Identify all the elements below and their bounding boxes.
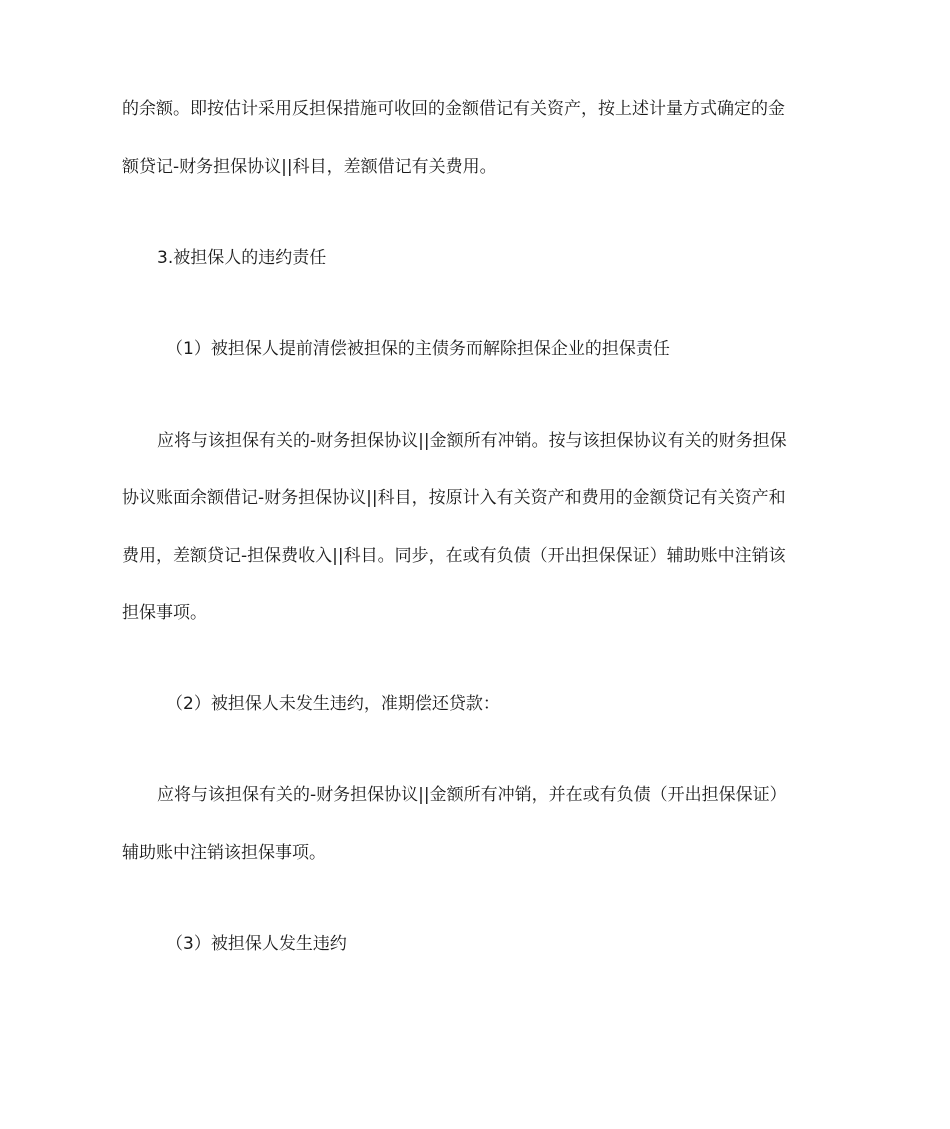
- paragraph-line: 应将与该担保有关的-财务担保协议||金额所有冲销，并在或有负债（开出担保保证）: [157, 785, 787, 805]
- section-heading: 3.被担保人的违约责任: [157, 248, 327, 268]
- paragraph-line: 额贷记-财务担保协议||科目，差额借记有关费用。: [122, 157, 497, 177]
- paragraph-line: 的余额。即按估计采用反担保措施可收回的金额借记有关资产，按上述计量方式确定的金: [122, 99, 785, 119]
- paragraph-line: 辅助账中注销该担保事项。: [122, 843, 326, 863]
- subsection-heading: （2）被担保人未发生违约，准期偿还贷款：: [166, 694, 500, 714]
- paragraph-line: 担保事项。: [122, 603, 207, 623]
- subsection-heading: （1）被担保人提前清偿被担保的主债务而解除担保企业的担保责任: [166, 339, 670, 359]
- paragraph-line: 协议账面余额借记-财务担保协议||科目，按原计入有关资产和费用的金额贷记有关资产和: [122, 488, 786, 508]
- subsection-heading: （3）被担保人发生违约: [166, 934, 347, 954]
- paragraph-line: 应将与该担保有关的-财务担保协议||金额所有冲销。按与该担保协议有关的财务担保: [157, 431, 787, 451]
- paragraph-line: 费用，差额贷记-担保费收入||科目。同步，在或有负债（开出担保保证）辅助账中注销该: [122, 546, 786, 566]
